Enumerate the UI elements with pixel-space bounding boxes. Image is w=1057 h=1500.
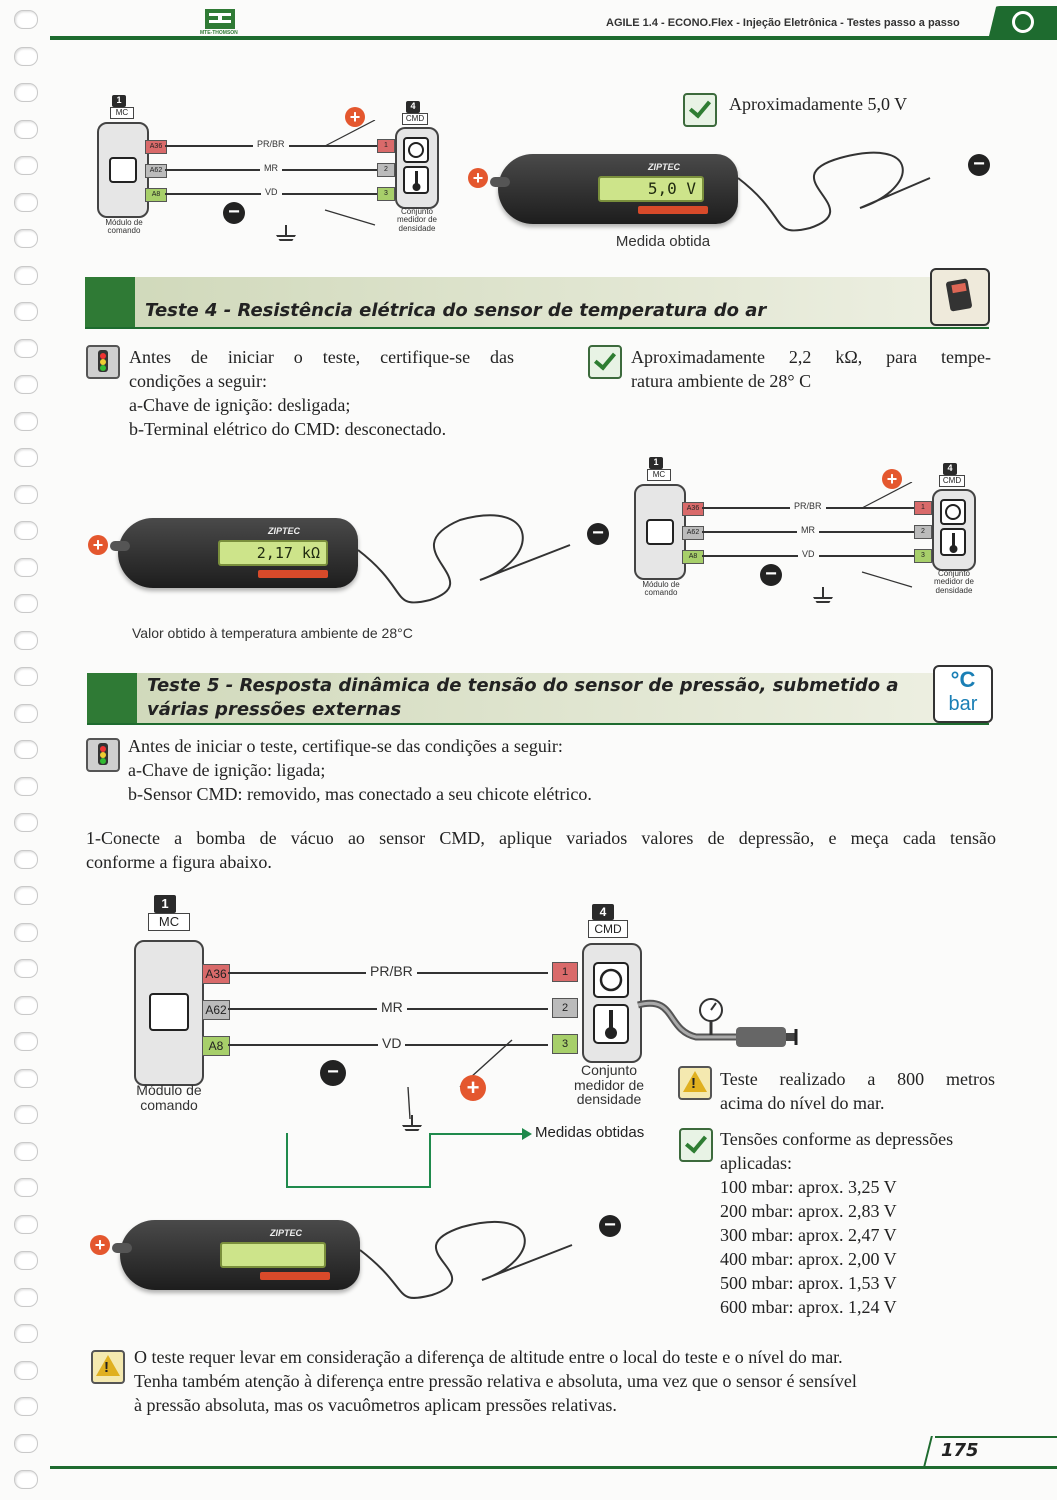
binding-hole [14,886,38,905]
meter-brand: ZIPTEC [648,162,681,172]
multimeter [498,154,738,224]
meter-positive-icon: + [468,168,488,188]
test4-wiring-diagram [632,457,992,617]
meter-strip [260,1272,330,1280]
meter-tip [490,177,510,187]
meter-brand: ZIPTEC [270,1228,303,1238]
cmd-caption: Conjunto medidor de densidade [396,207,438,233]
mc-pin-a62: A62 [682,526,704,540]
positive-probe-icon: + [882,469,902,489]
cmd-pin-3: 3 [552,1034,578,1054]
voltage-200: 200 mbar: aprox. 2,83 V [720,1201,897,1221]
mc-caption: Módulo de comando [105,218,143,236]
binding-hole [14,1361,38,1380]
binding-hole [14,1105,38,1124]
negative-probe-icon: − [223,202,245,224]
top-meter-caption: Medida obtida [615,233,711,250]
cmd-pin-2: 2 [552,998,578,1018]
binding-hole [14,1288,38,1307]
mc-pin-a62: A62 [145,164,167,178]
wire-label-2: MR [260,163,282,173]
multimeter [118,518,358,588]
test4-pre-line-2: condições a seguir: [129,371,267,391]
binding-hole [14,120,38,139]
binding-hole [14,923,38,942]
wire-label-1: PR/BR [366,963,417,979]
cmd-pin-3: 3 [914,549,932,563]
measure-connector [429,1133,431,1188]
voltage-600: 600 mbar: aprox. 1,24 V [720,1297,897,1317]
cmd-pin-1: 1 [552,962,578,982]
binding-hole [14,10,38,29]
logo-text: MTE-THOMSON [200,30,238,36]
mc-chip [149,993,189,1031]
binding-hole [14,1397,38,1416]
wire-label-1: PR/BR [253,139,289,149]
cmd-pin-3: 3 [377,187,395,201]
cmd-tag: CMD [939,475,965,487]
voltage-300: 300 mbar: aprox. 2,47 V [720,1225,897,1245]
test5-traffic-light-icon [86,738,120,772]
meter-negative-icon: − [587,523,609,545]
page-number: 175 [941,1440,979,1461]
test4-pre-line-4: b-Terminal elétrico do CMD: desconectado. [129,419,447,439]
header-rule [50,36,1000,40]
voltages-block [720,1127,1000,1319]
cmd-symbols-icon [940,499,966,559]
multimeter [120,1220,360,1290]
binding-hole [14,704,38,723]
test5-step-line-2: conforme a figura abaixo. [86,852,272,872]
binding-hole [14,740,38,759]
test5-step [86,826,996,874]
cmd-symbols-icon [592,961,632,1047]
binding-hole [14,1069,38,1088]
mc-pin-a62: A62 [202,1000,230,1020]
meter-negative-icon: − [968,154,990,176]
mc-number: 1 [112,95,126,107]
mc-tag: MC [110,107,134,119]
binding-hole [14,1251,38,1270]
wire-label-3: VD [261,187,282,197]
footer-rule [50,1466,1057,1469]
mc-number: 1 [649,457,663,469]
meter-tip [110,541,130,551]
measure-connector [286,1186,431,1188]
binding-hole [14,667,38,686]
test4-preconditions [129,345,514,441]
note-line-3: à pressão absoluta, mas os vacuômetros aplicam pressões relativas. [134,1395,617,1415]
cmd-symbols-icon [403,137,429,197]
ground-icon [402,1115,422,1135]
probe-leads [857,482,917,612]
test5-title-line-1: Teste 5 - Resposta dinâmica de tensão do sensor de pressão, submetido a [147,675,899,696]
header-title: AGILE 1.4 - ECONO.Flex - Injeção Eletrônica - Testes passo a passo [606,17,960,29]
cmd-pin-2: 2 [377,163,395,177]
test4-result-line-2: ratura ambiente de 28° C [631,371,812,391]
footer-tab-slant [923,1436,933,1467]
vacuum-pump-icon [636,975,806,1065]
badge-celsius: °C [950,667,976,692]
cmd-number: 4 [592,904,614,920]
altitude-line-1: Teste realizado a 800 metros [720,1069,995,1089]
mc-caption: Módulo de comando [642,580,680,598]
note-line-1: O teste requer levar em consideração a diferença de altitude entre o local do teste e o nível do mar. [134,1347,843,1367]
top-result: Aproximadamente 5,0 V [729,94,908,114]
altitude-warning-icon [678,1066,712,1100]
meter-brand: ZIPTEC [268,526,301,536]
binding-hole [14,485,38,504]
binding-hole [14,594,38,613]
cmd-pin-2: 2 [914,525,932,539]
meter-strip [258,570,328,578]
cmd-pin-1: 1 [377,139,395,153]
binding-hole [14,1434,38,1453]
negative-probe-icon: − [320,1060,346,1086]
binding-hole [14,1470,38,1489]
test5-meter-group [90,1205,630,1315]
brand-logo [200,8,250,38]
binding-hole [14,375,38,394]
mc-pin-a8: A8 [145,188,167,202]
voltage-500: 500 mbar: aprox. 1,53 V [720,1273,897,1293]
top-result-check-icon [683,93,717,127]
cmd-pin-1: 1 [914,501,932,515]
probe-cable [350,500,600,610]
test4-title: Teste 4 - Resistência elétrica do sensor de temperatura do ar [145,300,767,321]
binding-hole [14,1178,38,1197]
altitude-line-2: acima do nível do mar. [720,1093,885,1113]
mc-tag: MC [148,913,190,931]
meter-positive-icon: + [90,1235,110,1255]
test4-pre-line-1: Antes de iniciar o teste, certifique-se das [129,347,514,367]
voltages-intro-2: aplicadas: [720,1153,792,1173]
meter-display: 5,0 V [598,176,704,202]
binding-hole [14,193,38,212]
bottom-note [134,1345,996,1417]
test4-result [631,345,991,393]
test4-meter-group [88,500,628,650]
cmd-caption: Conjunto medidor de densidade [933,569,975,595]
test4-meter-caption: Valor obtido à temperatura ambiente de 28°C [132,625,413,641]
binding-hole [14,813,38,832]
mc-chip [109,157,137,183]
test5-step-line-1: 1-Conecte a bomba de vácuo ao sensor CMD, aplique variados valores de depressão, e meça cada tensão [86,828,996,848]
meter-display [220,1242,326,1268]
meter-display: 2,17 kΩ [218,540,328,566]
binding-hole [14,156,38,175]
top-wiring-diagram [95,95,455,255]
wire-label-1: PR/BR [790,501,826,511]
arrow-icon [522,1128,532,1140]
test5-pre-line-3: b-Sensor CMD: removido, mas conectado a seu chicote elétrico. [128,784,592,804]
test4-banner [85,277,989,329]
measures-label: Medidas obtidas [535,1124,645,1141]
binding-hole [14,83,38,102]
probe-cable [730,138,980,248]
voltage-100: 100 mbar: aprox. 3,25 V [720,1177,897,1197]
binding-hole [14,412,38,431]
binding-hole [14,1142,38,1161]
multimeter-badge-icon [930,268,990,326]
top-meter-group [468,150,1008,260]
measure-connector [286,1133,288,1188]
binding-hole [14,521,38,540]
mc-pin-a8: A8 [682,550,704,564]
cmd-number: 4 [943,463,957,475]
positive-probe-icon: + [460,1075,486,1101]
binding-hole [14,266,38,285]
binding-hole [14,850,38,869]
meter-strip [638,206,708,214]
wire-label-2: MR [377,999,407,1015]
meter-positive-icon: + [88,535,108,555]
voltage-400: 400 mbar: aprox. 2,00 V [720,1249,897,1269]
cmd-caption: Conjunto medidor de densidade [573,1062,645,1108]
test4-pre-line-3: a-Chave de ignição: desligada; [129,395,351,415]
mc-caption: Módulo de comando [136,1082,202,1113]
wire-label-2: MR [797,525,819,535]
mc-number: 1 [154,895,176,913]
binding-hole [14,1324,38,1343]
banner-accent [85,277,135,327]
cmd-tag: CMD [402,113,428,125]
note-line-2: Tenha também atenção à diferença entre pressão relativa e absoluta, uma vez que o sensor é sensível [134,1371,857,1391]
voltages-check-icon [679,1128,713,1162]
binding-hole [14,996,38,1015]
badge-bar: bar [948,693,978,715]
header-c-icon [1012,11,1034,33]
mc-chip [646,519,674,545]
binding-hole [14,777,38,796]
note-warning-icon [91,1350,125,1384]
mc-pin-a36: A36 [145,140,167,154]
negative-probe-icon: − [760,564,782,586]
binding-hole [14,47,38,66]
binding-holes [0,0,50,1500]
cmd-tag: CMD [588,920,628,938]
meter-negative-icon: − [599,1215,621,1237]
footer-tab-rule [935,1436,1057,1438]
binding-hole [14,302,38,321]
ground-icon [813,587,833,607]
test4-traffic-light-icon [86,345,120,379]
binding-hole [14,1032,38,1051]
banner-accent [87,673,137,723]
binding-hole [14,448,38,467]
measure-connector [429,1133,524,1135]
test5-pre-line-1: Antes de iniciar o teste, certifique-se das condições a seguir: [128,736,563,756]
wire-label-3: VD [378,1035,405,1051]
binding-hole [14,959,38,978]
cmd-number: 4 [406,101,420,113]
mc-pin-a8: A8 [202,1036,230,1056]
test5-banner [87,673,989,725]
mc-pin-a36: A36 [202,964,230,984]
mc-tag: MC [647,469,671,481]
binding-hole [14,631,38,650]
voltages-intro-1: Tensões conforme as depressões [720,1129,954,1149]
meter-tip [112,1243,132,1253]
probe-cable [352,1205,602,1315]
binding-hole [14,1215,38,1234]
ground-icon [276,225,296,245]
positive-probe-icon: + [345,107,365,127]
test4-result-check-icon [588,345,622,379]
binding-hole [14,229,38,248]
probe-leads [320,120,380,250]
binding-hole [14,339,38,358]
test5-preconditions [128,734,592,806]
binding-hole [14,558,38,577]
mc-pin-a36: A36 [682,502,704,516]
test4-result-line-1: Aproximadamente 2,2 kΩ, para tempe- [631,347,991,367]
altitude-note [720,1067,995,1115]
test5-pre-line-2: a-Chave de ignição: ligada; [128,760,326,780]
test5-title-line-2: várias pressões externas [147,699,402,720]
unit-badge [933,665,993,723]
wire-label-3: VD [798,549,819,559]
